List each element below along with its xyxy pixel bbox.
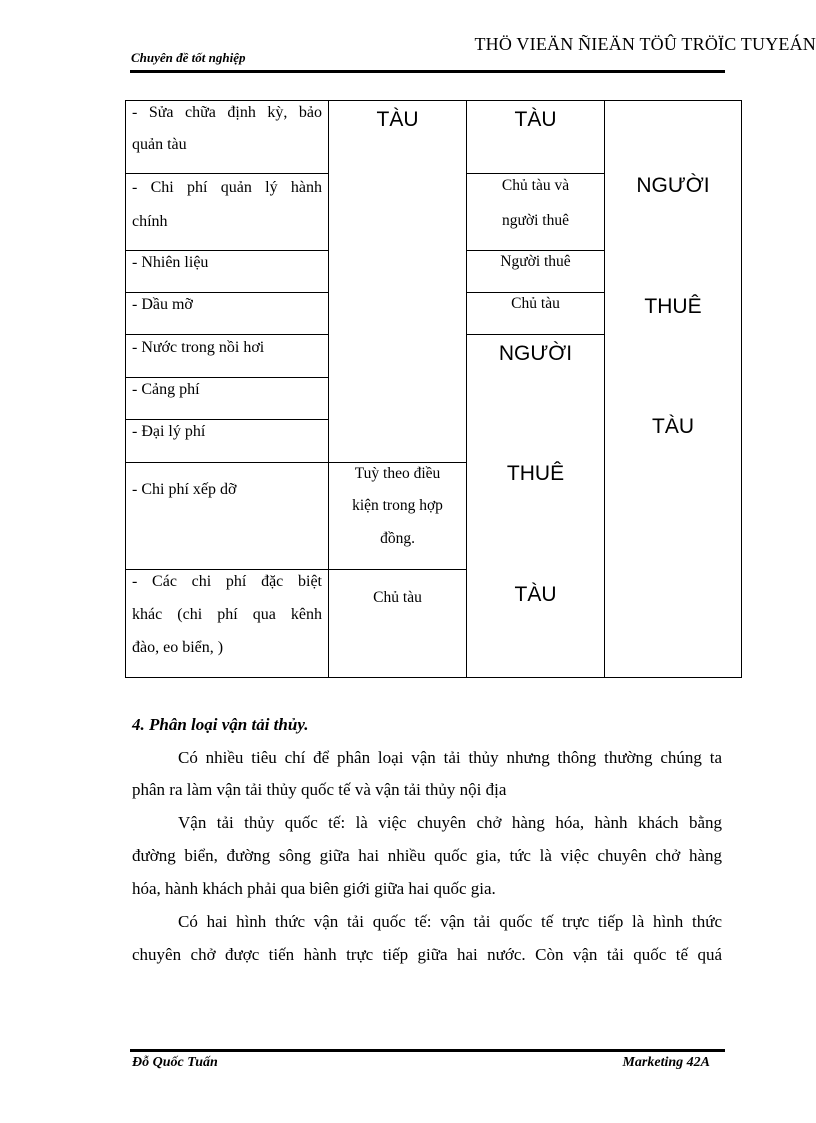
table-cell: - Sửa chữa định kỳ, bảo	[132, 104, 322, 121]
paragraph-line: Có nhiều tiêu chí để phân loại vận tải thủy nhưng thông thường chúng ta	[178, 748, 722, 767]
table-cell: - Đại lý phí	[132, 423, 206, 440]
table-cell: - Nhiên liệu	[132, 254, 209, 271]
table-border	[125, 100, 126, 678]
footer-class: Marketing 42A	[622, 1055, 710, 1070]
table-border	[466, 334, 605, 335]
table-cell: Người thuê	[500, 253, 571, 270]
table-cell: THUÊ	[644, 295, 702, 318]
table-cell: - Dầu mỡ	[132, 296, 193, 313]
table-cell: khác (chi phí qua kênh	[132, 606, 322, 623]
table-border	[741, 100, 742, 678]
section-heading: 4. Phân loại vận tải thủy.	[132, 715, 309, 734]
header-site-name: THÖ VIEÄN ÑIEÄN TÖÛ TRÖÏC TUYEÁN	[474, 34, 816, 54]
paragraph-line: Có hai hình thức vận tải quốc tế: vận tải quốc tế trực tiếp là hình thức	[178, 912, 722, 931]
table-cell: kiện trong hợp	[352, 497, 443, 514]
table-cell: đào, eo biển, )	[132, 639, 224, 656]
table-cell: TÀU	[514, 108, 557, 131]
table-cell: - Nước trong nồi hơi	[132, 339, 265, 356]
paragraph-line: đường biển, đường sông giữa hai nhiều quốc gia, tức là việc chuyên chở hàng	[132, 846, 722, 865]
table-cell: - Các chi phí đặc biệt	[132, 573, 322, 590]
header-rule	[130, 70, 725, 73]
paragraph-line: phân ra làm vận tải thủy quốc tế và vận tải thủy nội địa	[132, 780, 507, 799]
table-cell: người thuê	[502, 212, 569, 229]
table-cell: NGƯỜI	[498, 342, 573, 365]
table-cell: đồng.	[380, 530, 415, 547]
table-cell: NGƯỜI	[636, 174, 710, 197]
table-border	[125, 677, 742, 678]
table-cell: - Chi phí xếp dỡ	[132, 481, 237, 498]
table-cell: THUÊ	[506, 462, 565, 485]
table-cell: Tuỳ theo điều	[354, 465, 441, 482]
table-cell: chính	[132, 213, 168, 230]
table-cell: Chủ tàu	[511, 295, 560, 312]
footer-rule	[130, 1049, 725, 1052]
table-border	[328, 569, 467, 570]
paragraph-line: Vận tải thủy quốc tế: là việc chuyên chở hàng hóa, hành khách bằng	[178, 813, 722, 832]
table-cell: - Chi phí quản lý hành	[132, 179, 322, 196]
table-cell: quản tàu	[132, 136, 187, 153]
table-cell: TÀU	[652, 415, 694, 438]
table-cell: Chủ tàu và	[501, 177, 570, 194]
table-cell: Chủ tàu	[373, 589, 422, 606]
table-cell: - Cảng phí	[132, 381, 200, 398]
table-cell: TÀU	[514, 583, 557, 606]
paragraph-line: chuyên chở được tiến hành trực tiếp giữa hai nước. Còn vận tải quốc tế quá	[132, 945, 722, 964]
table-border	[125, 462, 329, 463]
footer-author: Đỗ Quốc Tuấn	[132, 1055, 218, 1070]
table-cell: TÀU	[376, 108, 419, 131]
header-document-title: Chuyên đề tốt nghiệp	[131, 50, 246, 65]
paragraph-line: hóa, hành khách phải qua biên giới giữa hai quốc gia.	[132, 879, 496, 898]
